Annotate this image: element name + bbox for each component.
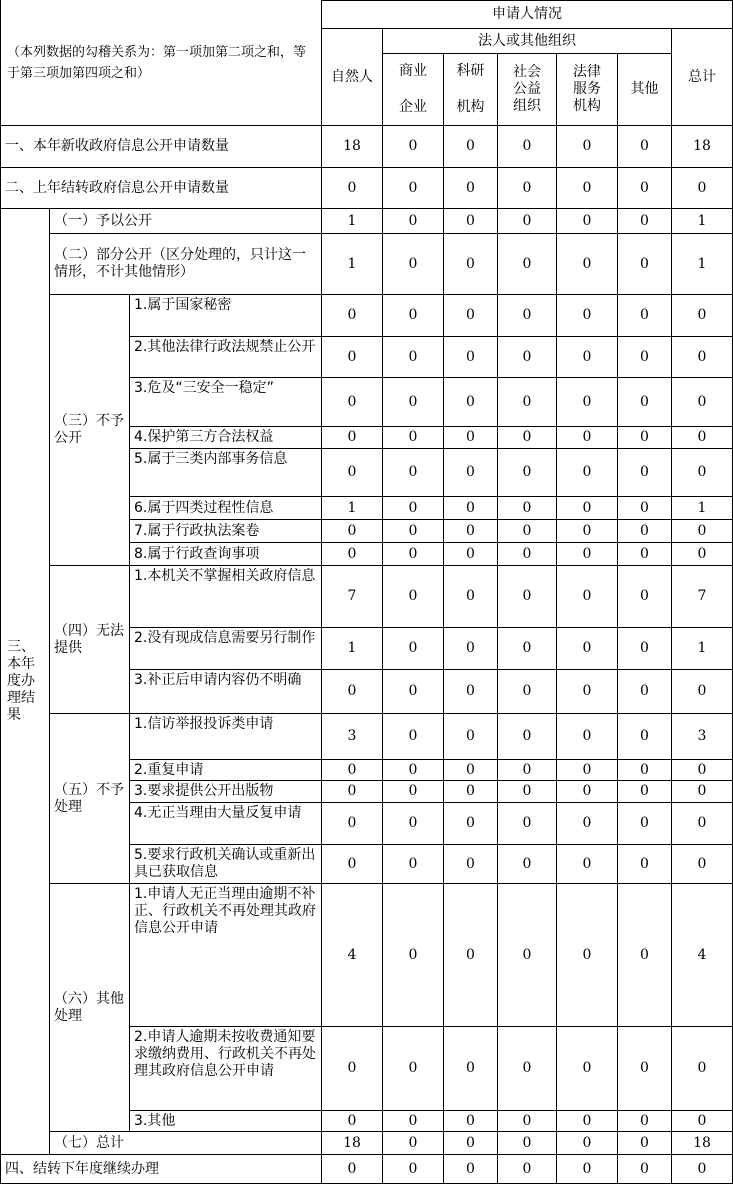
row-value: 0 bbox=[444, 378, 498, 427]
row-value: 0 bbox=[322, 760, 383, 781]
row-label: （二）部分公开（区分处理的，只计这一情形，不计其他情形） bbox=[50, 234, 322, 295]
row-value: 0 bbox=[322, 449, 383, 497]
row-value: 0 bbox=[322, 378, 383, 427]
header-total: 总计 bbox=[672, 29, 733, 126]
row-value: 0 bbox=[383, 449, 444, 497]
row-value: 18 bbox=[322, 1132, 383, 1155]
row-value: 0 bbox=[557, 628, 618, 670]
group-label-cannot-provide bbox=[50, 566, 130, 714]
row-label: 1.本机关不掌握相关政府信息 bbox=[130, 566, 322, 628]
row-value: 0 bbox=[498, 234, 557, 295]
row-value: 0 bbox=[618, 884, 672, 1027]
row-value: 0 bbox=[618, 670, 672, 714]
row-label: 1.申请人无正当理由逾期不补正、行政机关不再处理其政府信息公开申请 bbox=[130, 884, 322, 1027]
group-label-other-processing bbox=[50, 884, 130, 1132]
row-value: 1 bbox=[672, 234, 733, 295]
row-value: 0 bbox=[672, 449, 733, 497]
row-value: 0 bbox=[383, 427, 444, 449]
row-value: 0 bbox=[618, 628, 672, 670]
row-value: 0 bbox=[322, 337, 383, 378]
row-value: 0 bbox=[444, 1132, 498, 1155]
row-value: 0 bbox=[498, 566, 557, 628]
row-value: 0 bbox=[444, 337, 498, 378]
row-value: 0 bbox=[383, 1027, 444, 1111]
row-value: 0 bbox=[444, 566, 498, 628]
row-value: 0 bbox=[498, 714, 557, 760]
row-value: 0 bbox=[383, 378, 444, 427]
row-value: 18 bbox=[672, 126, 733, 168]
row-value: 0 bbox=[557, 781, 618, 803]
row-value: 0 bbox=[618, 168, 672, 209]
group-label-cannot-provide-text: （四）无法提供 bbox=[54, 622, 124, 656]
row-value: 0 bbox=[383, 884, 444, 1027]
row-value: 0 bbox=[444, 295, 498, 337]
row-value: 0 bbox=[322, 1155, 383, 1184]
row-value: 0 bbox=[672, 168, 733, 209]
row-label: 3.要求提供公开出版物 bbox=[130, 781, 322, 803]
row-value: 0 bbox=[444, 543, 498, 566]
row-value: 0 bbox=[444, 670, 498, 714]
row-label: 4.保护第三方合法权益 bbox=[130, 427, 322, 449]
row-value: 1 bbox=[322, 497, 383, 520]
row-label: （七）总计 bbox=[50, 1132, 322, 1155]
row-label: 二、上年结转政府信息公开申请数量 bbox=[0, 168, 322, 209]
group-label-not-disclosed bbox=[50, 295, 130, 566]
header-legal-group: 法人或其他组织 bbox=[383, 29, 672, 54]
header-sub-legal-service-text: 法律 服务 机构 bbox=[573, 64, 601, 114]
row-label: 一、本年新收政府信息公开申请数量 bbox=[0, 126, 322, 168]
row-value: 0 bbox=[557, 566, 618, 628]
row-value: 0 bbox=[322, 1111, 383, 1132]
row-value: 0 bbox=[618, 126, 672, 168]
row-value: 0 bbox=[498, 803, 557, 845]
row-value: 0 bbox=[498, 126, 557, 168]
row-value: 0 bbox=[322, 670, 383, 714]
row-value: 0 bbox=[557, 1027, 618, 1111]
row-value: 0 bbox=[498, 1111, 557, 1132]
group-label-not-disclosed-text: （三）不予公开 bbox=[54, 413, 124, 446]
row-value: 4 bbox=[322, 884, 383, 1027]
row-value: 0 bbox=[444, 168, 498, 209]
group-label-not-processed bbox=[50, 714, 130, 884]
row-value: 18 bbox=[672, 1132, 733, 1155]
row-value: 0 bbox=[322, 845, 383, 884]
header-natural-person: 自然人 bbox=[322, 29, 383, 126]
row-value: 0 bbox=[444, 520, 498, 543]
row-value: 0 bbox=[498, 520, 557, 543]
row-value: 0 bbox=[498, 378, 557, 427]
row-value: 0 bbox=[557, 760, 618, 781]
row-value: 0 bbox=[618, 714, 672, 760]
row-value: 0 bbox=[444, 497, 498, 520]
row-value: 0 bbox=[618, 845, 672, 884]
row-value: 0 bbox=[383, 209, 444, 234]
row-value: 0 bbox=[557, 845, 618, 884]
row-value: 0 bbox=[557, 427, 618, 449]
row-value: 0 bbox=[672, 1155, 733, 1184]
row-value: 0 bbox=[322, 520, 383, 543]
row-value: 0 bbox=[618, 1111, 672, 1132]
row-value: 0 bbox=[383, 168, 444, 209]
row-value: 0 bbox=[498, 337, 557, 378]
row-value: 0 bbox=[557, 209, 618, 234]
header-applicant-info: 申请人情况 bbox=[322, 0, 733, 29]
row-value: 0 bbox=[672, 520, 733, 543]
row-value: 0 bbox=[672, 337, 733, 378]
row-value: 0 bbox=[444, 1027, 498, 1111]
row-value: 0 bbox=[444, 427, 498, 449]
row-value: 0 bbox=[557, 295, 618, 337]
row-label: 4.无正当理由大量反复申请 bbox=[130, 803, 322, 845]
row-value: 0 bbox=[672, 670, 733, 714]
row-value: 0 bbox=[618, 497, 672, 520]
row-label: 2.没有现成信息需要另行制作 bbox=[130, 628, 322, 670]
row-label: 3.其他 bbox=[130, 1111, 322, 1132]
row-value: 0 bbox=[498, 1132, 557, 1155]
row-value: 0 bbox=[618, 566, 672, 628]
row-value: 0 bbox=[618, 1027, 672, 1111]
header-sub-other: 其他 bbox=[618, 54, 672, 126]
row-value: 0 bbox=[444, 781, 498, 803]
row-label: 3.危及“三安全一稳定” bbox=[130, 378, 322, 427]
row-value: 0 bbox=[672, 1111, 733, 1132]
header-sub-business-bottom: 企业 bbox=[383, 89, 444, 126]
row-value: 0 bbox=[444, 628, 498, 670]
row-value: 0 bbox=[557, 378, 618, 427]
row-label: 8.属于行政查询事项 bbox=[130, 543, 322, 566]
row-value: 0 bbox=[557, 337, 618, 378]
header-sub-research-top: 科研 bbox=[444, 54, 498, 89]
row-value: 0 bbox=[672, 295, 733, 337]
row-value: 3 bbox=[322, 714, 383, 760]
row-value: 0 bbox=[383, 628, 444, 670]
row-value: 0 bbox=[444, 1155, 498, 1184]
row-value: 0 bbox=[383, 781, 444, 803]
row-value: 0 bbox=[444, 209, 498, 234]
row-value: 0 bbox=[618, 378, 672, 427]
header-sub-research-bottom: 机构 bbox=[444, 89, 498, 126]
row-value: 0 bbox=[498, 845, 557, 884]
row-value: 1 bbox=[672, 497, 733, 520]
row-label: （一）予以公开 bbox=[50, 209, 322, 234]
row-value: 0 bbox=[618, 781, 672, 803]
row-value: 0 bbox=[383, 337, 444, 378]
row-value: 0 bbox=[498, 168, 557, 209]
row-value: 0 bbox=[322, 803, 383, 845]
row-value: 0 bbox=[618, 543, 672, 566]
row-value: 0 bbox=[557, 884, 618, 1027]
section3-label bbox=[0, 209, 50, 1155]
row-value: 0 bbox=[498, 884, 557, 1027]
row-value: 0 bbox=[383, 543, 444, 566]
row-value: 0 bbox=[383, 760, 444, 781]
header-sub-social-text: 社会 公益 组织 bbox=[513, 64, 541, 114]
row-value: 0 bbox=[383, 803, 444, 845]
header-note-text: （本列数据的勾稽关系为：第一项加第二项之和，等于第三项加第四项之和） bbox=[7, 44, 307, 81]
row-value: 0 bbox=[444, 126, 498, 168]
row-value: 0 bbox=[557, 449, 618, 497]
row-value: 0 bbox=[672, 378, 733, 427]
row-value: 0 bbox=[672, 1027, 733, 1111]
row-value: 0 bbox=[322, 543, 383, 566]
row-value: 0 bbox=[444, 845, 498, 884]
row-value: 0 bbox=[557, 1132, 618, 1155]
row-value: 18 bbox=[322, 126, 383, 168]
row-value: 0 bbox=[672, 803, 733, 845]
row-label: 2.申请人逾期未按收费通知要求缴纳费用、行政机关不再处理其政府信息公开申请 bbox=[130, 1027, 322, 1111]
row-value: 0 bbox=[618, 449, 672, 497]
row-value: 0 bbox=[498, 209, 557, 234]
header-sub-legal-service bbox=[557, 54, 618, 126]
row-value: 0 bbox=[618, 234, 672, 295]
row-value: 0 bbox=[444, 234, 498, 295]
row-value: 0 bbox=[672, 427, 733, 449]
row-value: 1 bbox=[672, 209, 733, 234]
row-value: 0 bbox=[383, 1155, 444, 1184]
row-value: 0 bbox=[383, 1111, 444, 1132]
row-value: 0 bbox=[557, 520, 618, 543]
row-value: 0 bbox=[557, 543, 618, 566]
row-value: 0 bbox=[383, 845, 444, 884]
row-label: 2.重复申请 bbox=[130, 760, 322, 781]
row-label: 2.其他法律行政法规禁止公开 bbox=[130, 337, 322, 378]
row-value: 0 bbox=[557, 1155, 618, 1184]
header-sub-social bbox=[498, 54, 557, 126]
row-value: 0 bbox=[383, 234, 444, 295]
row-value: 0 bbox=[498, 295, 557, 337]
row-value: 0 bbox=[444, 760, 498, 781]
row-value: 0 bbox=[672, 781, 733, 803]
row-value: 7 bbox=[322, 566, 383, 628]
section3-label-text: 三、本年度办理结果 bbox=[7, 639, 35, 723]
row-label: 5.要求行政机关确认或重新出具已获取信息 bbox=[130, 845, 322, 884]
row-value: 0 bbox=[444, 1111, 498, 1132]
row-value: 3 bbox=[672, 714, 733, 760]
row-value: 0 bbox=[322, 168, 383, 209]
row-value: 1 bbox=[322, 234, 383, 295]
row-value: 0 bbox=[557, 714, 618, 760]
row-value: 0 bbox=[618, 209, 672, 234]
row-value: 0 bbox=[498, 628, 557, 670]
row-value: 4 bbox=[672, 884, 733, 1027]
row-label: 1.属于国家秘密 bbox=[130, 295, 322, 337]
row-value: 0 bbox=[557, 234, 618, 295]
row-value: 0 bbox=[383, 497, 444, 520]
row-label: 3.补正后申请内容仍不明确 bbox=[130, 670, 322, 714]
row-label: 1.信访举报投诉类申请 bbox=[130, 714, 322, 760]
row-value: 0 bbox=[498, 427, 557, 449]
row-label: 5.属于三类内部事务信息 bbox=[130, 449, 322, 497]
row-value: 7 bbox=[672, 566, 733, 628]
row-value: 0 bbox=[618, 427, 672, 449]
row-value: 0 bbox=[557, 497, 618, 520]
row-value: 0 bbox=[557, 168, 618, 209]
row-value: 0 bbox=[444, 449, 498, 497]
row-value: 0 bbox=[322, 427, 383, 449]
row-value: 0 bbox=[444, 714, 498, 760]
row-value: 0 bbox=[557, 126, 618, 168]
row-value: 0 bbox=[498, 1027, 557, 1111]
row-value: 1 bbox=[322, 209, 383, 234]
row-value: 0 bbox=[498, 670, 557, 714]
row-value: 1 bbox=[672, 628, 733, 670]
row-value: 0 bbox=[618, 337, 672, 378]
row-value: 0 bbox=[322, 295, 383, 337]
header-sub-business-top: 商业 bbox=[383, 54, 444, 89]
row-value: 0 bbox=[618, 1132, 672, 1155]
row-value: 0 bbox=[672, 845, 733, 884]
row-value: 0 bbox=[383, 295, 444, 337]
row-value: 0 bbox=[618, 760, 672, 781]
row-label: 7.属于行政执法案卷 bbox=[130, 520, 322, 543]
row-value: 0 bbox=[322, 781, 383, 803]
row-value: 0 bbox=[618, 295, 672, 337]
group-label-not-processed-text: （五）不予处理 bbox=[54, 781, 124, 815]
group-label-other-processing-text: （六）其他处理 bbox=[54, 990, 124, 1024]
row-value: 0 bbox=[498, 760, 557, 781]
row-value: 0 bbox=[672, 543, 733, 566]
row-value: 0 bbox=[444, 884, 498, 1027]
row-value: 0 bbox=[322, 1027, 383, 1111]
row-value: 0 bbox=[498, 1155, 557, 1184]
row-value: 0 bbox=[557, 670, 618, 714]
row-value: 0 bbox=[498, 497, 557, 520]
row-value: 0 bbox=[672, 760, 733, 781]
row-value: 0 bbox=[383, 126, 444, 168]
header-note bbox=[0, 0, 322, 126]
row-value: 0 bbox=[557, 1111, 618, 1132]
row-value: 0 bbox=[383, 1132, 444, 1155]
row-value: 0 bbox=[618, 803, 672, 845]
row-value: 0 bbox=[383, 566, 444, 628]
row-value: 0 bbox=[618, 520, 672, 543]
row-value: 0 bbox=[498, 543, 557, 566]
row-value: 0 bbox=[444, 803, 498, 845]
row-value: 0 bbox=[557, 803, 618, 845]
row-value: 0 bbox=[383, 520, 444, 543]
row-value: 1 bbox=[322, 628, 383, 670]
row-value: 0 bbox=[498, 781, 557, 803]
row-label: 6.属于四类过程性信息 bbox=[130, 497, 322, 520]
row-value: 0 bbox=[383, 714, 444, 760]
row-value: 0 bbox=[383, 670, 444, 714]
row-label: 四、结转下年度继续办理 bbox=[0, 1155, 322, 1184]
row-value: 0 bbox=[498, 449, 557, 497]
row-value: 0 bbox=[618, 1155, 672, 1184]
